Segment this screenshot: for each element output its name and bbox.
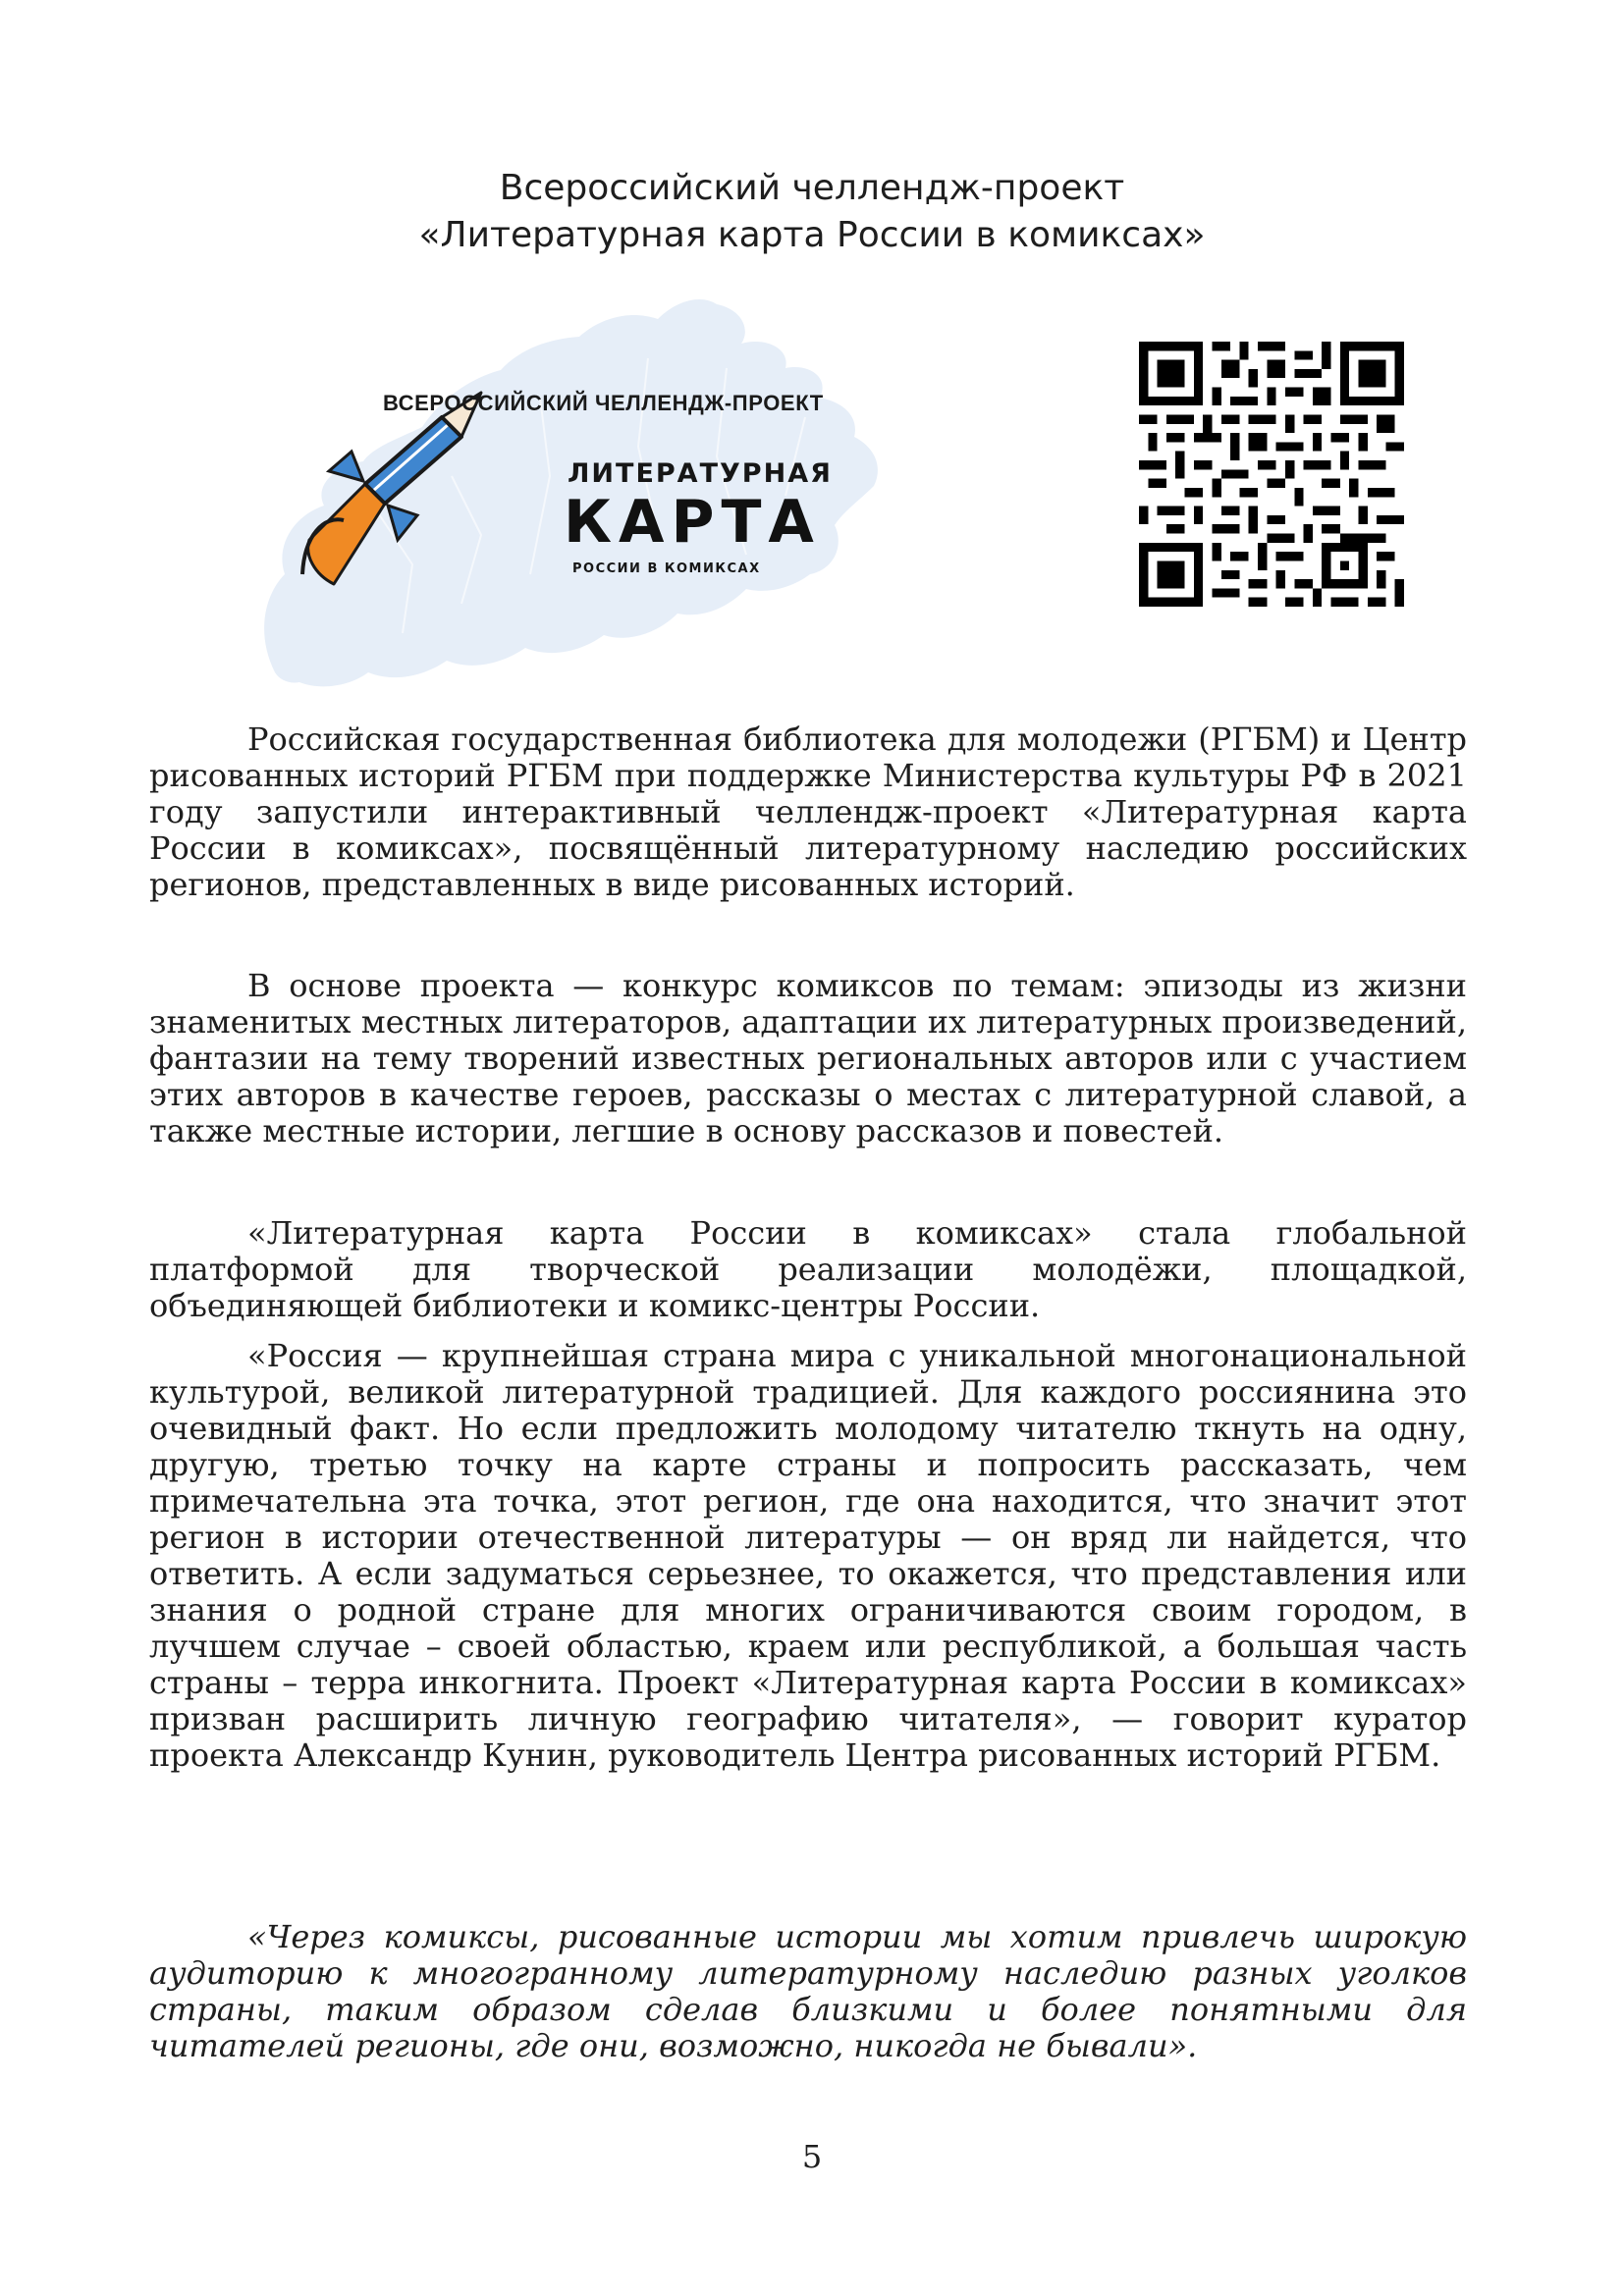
page-title [0, 165, 1624, 259]
page-number: 5 [801, 2138, 823, 2175]
title-line-1: Всероссийский челлендж-проект [499, 168, 1125, 208]
title-line-2: «Литературная карта России в комиксах» [418, 215, 1206, 255]
paragraph-4: «Россия — крупнейшая страна мира с уникальной многонациональной культурой, великой литературной традицией. Для каждого россиянина это очевидный факт. Но если предложить молодому читателю ткнуть на одну, другую, третью точку на карте страны и попросить рассказать, чем примечательна эта точка, этот регион, где она находится, что значит этот регион в истории отечественной литературы — он вряд ли найдется, что ответить. А если задуматься серьезнее, то окажется, что представления или знания о родной стране для многих ограничиваются своим городом, в лучшем случае – своей областью, краем или республикой, а большая часть страны – терра инкогнита. Проект «Литературная карта России в комиксах» призван расширить личную географию читателя», — говорит куратор проекта Александр Кунин, руководитель Центра рисованных историй РГБМ. [149, 1337, 1467, 1774]
logo-brand-line-1: ЛИТЕРАТУРНАЯ [568, 458, 833, 489]
paragraph-2: В основе проекта — конкурс комиксов по темам: эпизоды из жизни знаменитых местных литераторов, адаптации их литературных произведений, фантазии на тему творений известных региональных авторов или с участием этих авторов в качестве героев, рассказы о местах с литературной славой, а также местные истории, легшие в основу рассказов и повестей. [149, 967, 1467, 1149]
logo-heading: ВСЕРОССИЙСКИЙ ЧЕЛЛЕНДЖ-ПРОЕКТ [383, 391, 824, 415]
qr-code[interactable] [1139, 342, 1404, 607]
logo-brand-line-2: КАРТА [564, 488, 821, 557]
paragraph-1: Российская государственная библиотека для молодежи (РГБМ) и Центр рисованных историй РГБМ при поддержке Министерства культуры РФ в 2021 году запустили интерактивный челлендж-проект «Литературная карта России в комиксах», посвящённый литературному наследию российских регионов, представленных в виде рисованных историй. [149, 721, 1467, 903]
quote: «Через комиксы, рисованные истории мы хотим привлечь широкую аудиторию к многогранному литературному наследию разных уголков страны, таким образом сделав близкими и более понятными для читателей регионы, где они, возможно, никогда не бывали». [149, 1918, 1467, 2064]
project-logo [255, 280, 923, 712]
paragraph-3: «Литературная карта России в комиксах» стала глобальной платформой для творческой реализации молодёжи, площадкой, объединяющей библиотеки и комикс-центры России. [149, 1214, 1467, 1324]
logo-brand-line-3: РОССИИ В КОМИКСАХ [572, 561, 761, 576]
